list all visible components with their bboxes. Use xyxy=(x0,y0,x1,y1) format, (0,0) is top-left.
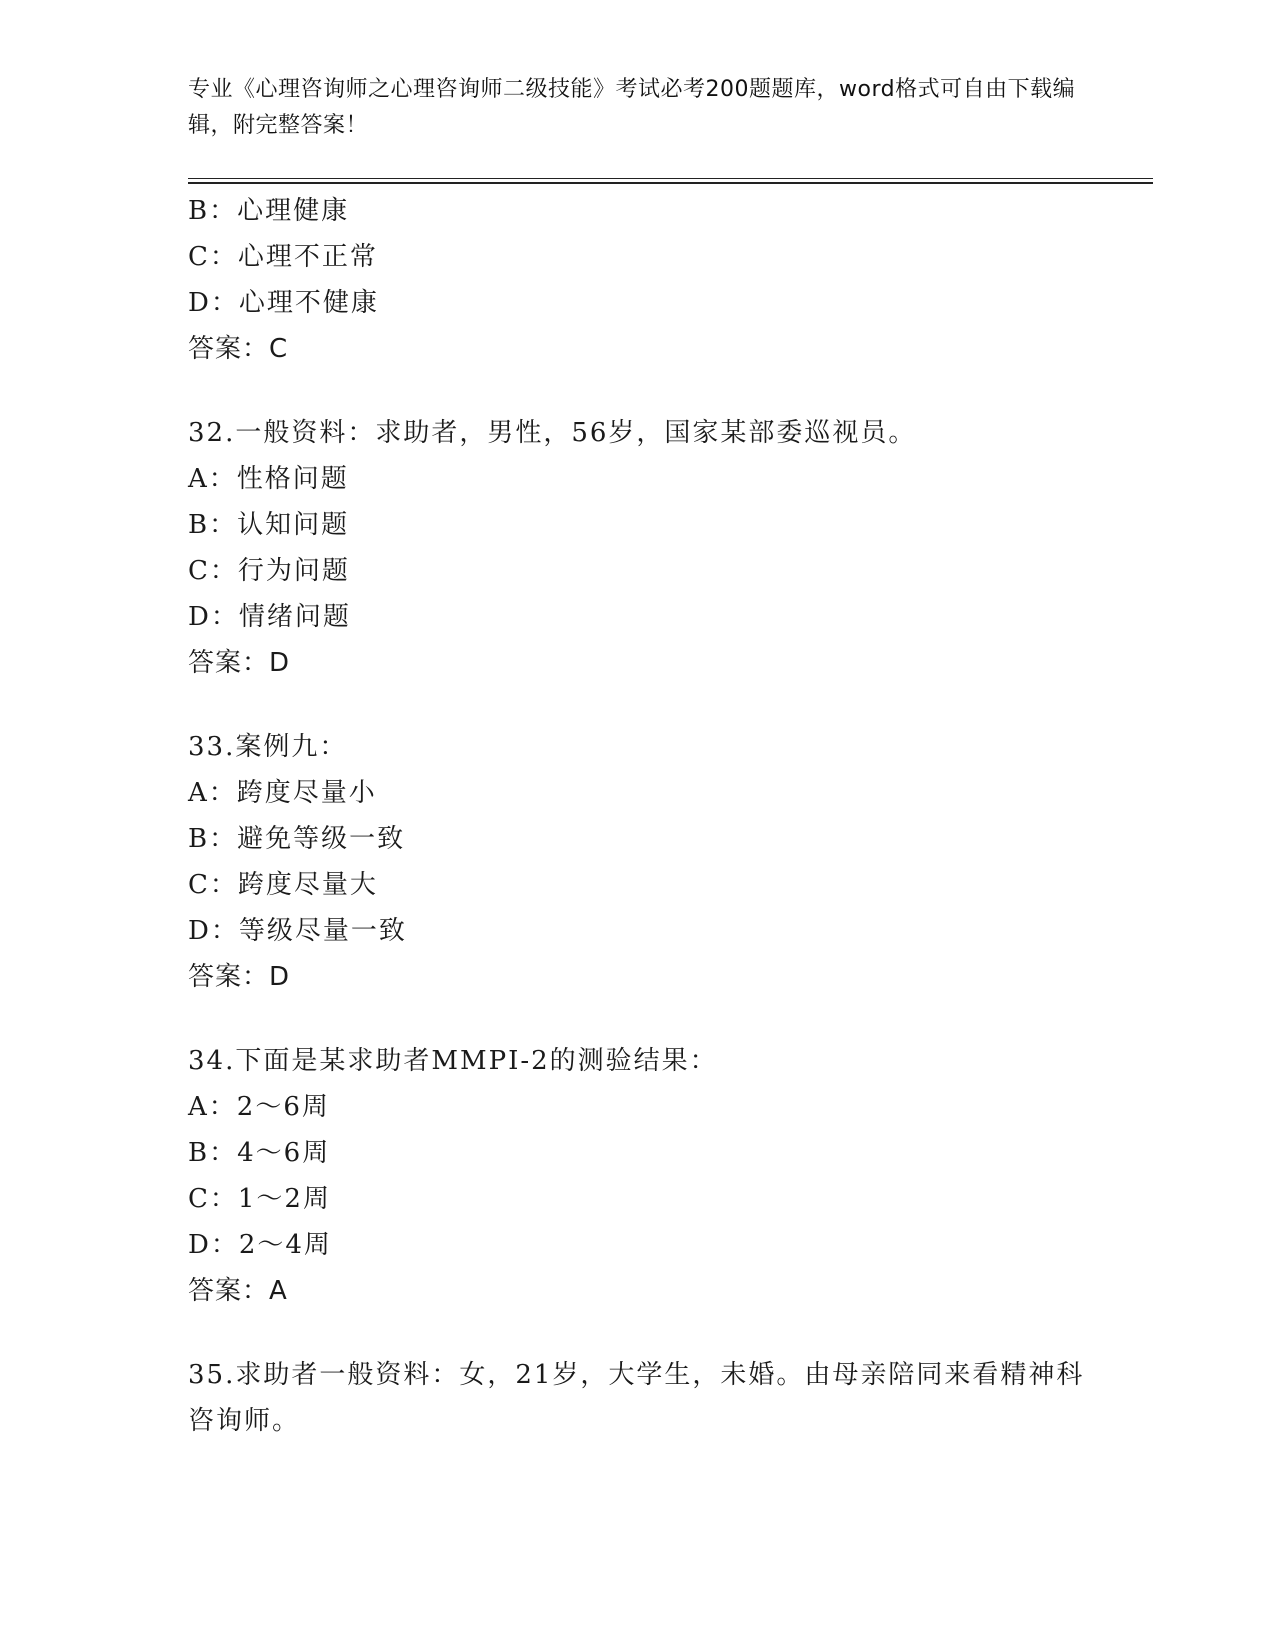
option-a: A：跨度尽量小 xyxy=(188,778,377,808)
option-c: C：行为问题 xyxy=(188,556,350,586)
option-d: D：2～4周 xyxy=(188,1230,332,1260)
question-block-partial xyxy=(188,188,1153,372)
option-c: C：心理不正常 xyxy=(188,242,378,272)
question-content xyxy=(188,188,1153,1444)
option-b: B：认知问题 xyxy=(188,510,350,540)
answer-line: 答案：D xyxy=(188,648,291,678)
question-title: 35.求助者一般资料：女，21岁，大学生，未婚。由母亲陪同来看精神科咨询师。 xyxy=(188,1360,1085,1436)
option-b: B：心理健康 xyxy=(188,196,350,226)
header-divider-thick xyxy=(188,182,1153,184)
question-block-35 xyxy=(188,1352,1153,1444)
answer-line: 答案：A xyxy=(188,1276,288,1306)
option-b: B：避免等级一致 xyxy=(188,824,406,854)
option-c: C：1～2周 xyxy=(188,1184,331,1214)
option-c: C：跨度尽量大 xyxy=(188,870,378,900)
option-a: A：2～6周 xyxy=(188,1092,330,1122)
answer-line: 答案：D xyxy=(188,962,291,992)
answer-line: 答案：C xyxy=(188,334,289,364)
option-d: D：等级尽量一致 xyxy=(188,916,407,946)
option-b: B：4～6周 xyxy=(188,1138,331,1168)
option-a: A：性格问题 xyxy=(188,464,349,494)
question-title: 33.案例九： xyxy=(188,732,348,762)
header-divider-thin xyxy=(188,178,1153,179)
document-header: 专业《心理咨询师之心理咨询师二级技能》考试必考200题题库，word格式可自由下载编辑，附完整答案！ xyxy=(188,77,1076,138)
question-block-34 xyxy=(188,1038,1153,1314)
question-block-32 xyxy=(188,410,1153,686)
option-d: D：情绪问题 xyxy=(188,602,351,632)
question-block-33 xyxy=(188,724,1153,1000)
option-d: D：心理不健康 xyxy=(188,288,379,318)
question-title: 32.一般资料：求助者，男性，56岁，国家某部委巡视员。 xyxy=(188,418,917,448)
question-title: 34.下面是某求助者MMPI-2的测验结果： xyxy=(188,1046,718,1076)
